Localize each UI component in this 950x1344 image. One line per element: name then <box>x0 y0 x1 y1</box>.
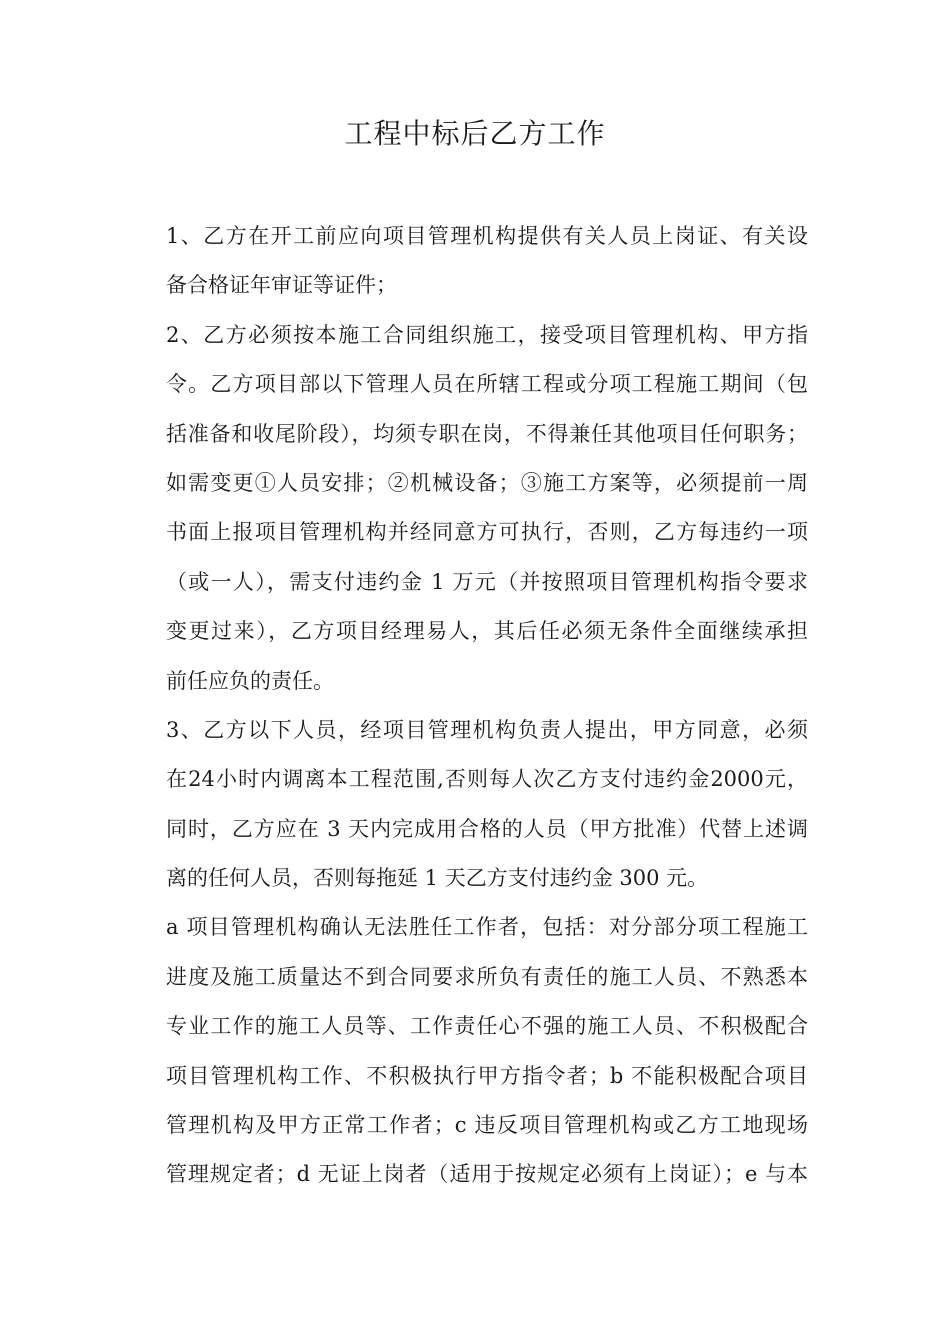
text-line: 2、乙方必须按本施工合同组织施工，接受项目管理机构、甲方指 <box>166 322 808 347</box>
text-line: （或一人），需支付违约金 1 万元（并按照项目管理机构指令要求 <box>166 569 808 594</box>
text-line: 备合格证年审证等证件； <box>166 273 397 298</box>
text-line: 离的任何人员，否则每拖延 1 天乙方支付违约金 300 元。 <box>166 866 709 891</box>
document-body <box>166 212 808 1200</box>
text-line: 管理机构及甲方正常工作者；c 违反项目管理机构或乙方工地现场 <box>166 1113 808 1138</box>
text-line: 项目管理机构工作、不积极执行甲方指令者；b 不能积极配合项目 <box>166 1063 808 1088</box>
text-line: 管理规定者；d 无证上岗者（适用于按规定必须有上岗证）；e 与本 <box>166 1162 808 1187</box>
text-line: 令。乙方项目部以下管理人员在所辖工程或分项工程施工期间（包 <box>166 372 808 397</box>
text-line: 同时，乙方应在 3 天内完成用合格的人员（甲方批准）代替上述调 <box>166 816 808 841</box>
text-line: 专业工作的施工人员等、工作责任心不强的施工人员、不积极配合 <box>166 1014 808 1039</box>
text-line: 变更过来），乙方项目经理易人，其后任必须无条件全面继续承担 <box>166 619 808 644</box>
text-line: 1、乙方在开工前应向项目管理机构提供有关人员上岗证、有关设 <box>166 224 808 248</box>
text-line: a 项目管理机构确认无法胜任工作者，包括：对分部分项工程施工 <box>166 915 808 940</box>
text-line: 书面上报项目管理机构并经同意方可执行，否则，乙方每违约一项 <box>166 520 808 545</box>
text-line: 括准备和收尾阶段），均须专职在岗，不得兼任其他项目任何职务； <box>166 421 808 446</box>
document-title: 工程中标后乙方工作 <box>344 117 606 150</box>
text-line: 前任应负的责任。 <box>166 668 334 693</box>
text-line: 3、乙方以下人员，经项目管理机构负责人提出，甲方同意，必须 <box>166 717 808 742</box>
text-line: 进度及施工质量达不到合同要求所负有责任的施工人员、不熟悉本 <box>166 964 808 989</box>
text-line: 如需变更①人员安排；②机械设备；③施工方案等，必须提前一周 <box>166 470 808 495</box>
text-line: 在24小时内调离本工程范围,否则每人次乙方支付违约金2000元， <box>166 767 808 792</box>
